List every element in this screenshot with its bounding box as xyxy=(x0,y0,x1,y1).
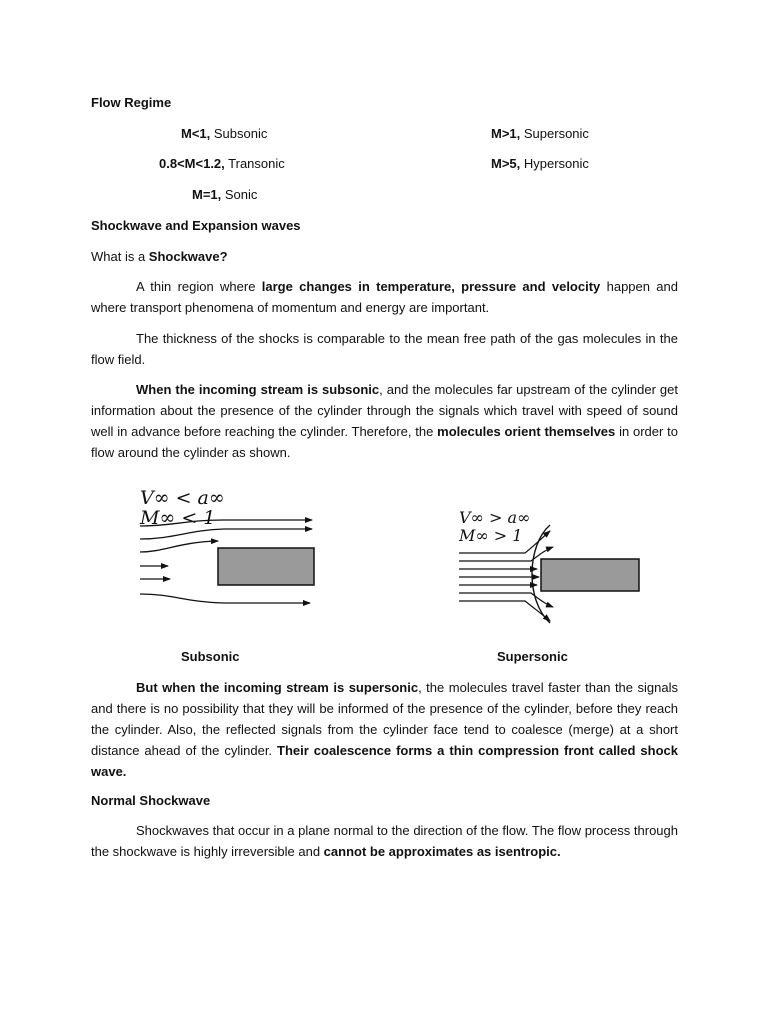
regime-hypersonic: M>5, Hypersonic xyxy=(491,156,589,171)
paragraph-definition: A thin region where large changes in temperature, pressure and velocity happen and where transport phenomena of momentum and energy are important. xyxy=(91,279,679,315)
shockwave-heading: Shockwave and Expansion waves xyxy=(91,218,301,233)
flow-regime-heading: Flow Regime xyxy=(91,95,172,110)
paragraph-thickness: The thickness of the shocks is comparable to the mean free path of the gas molecules in the flow field. xyxy=(91,331,678,367)
supersonic-flow-diagram xyxy=(455,505,645,630)
normal-shockwave-heading: Normal Shockwave xyxy=(91,793,211,808)
subsonic-velocity-label: V∞ < a∞ xyxy=(140,487,225,509)
subsonic-cylinder xyxy=(218,548,314,585)
supersonic-caption: Supersonic xyxy=(497,649,568,664)
paragraph-subsonic: When the incoming stream is subsonic, and the molecules far upstream of the cylinder get information about the presence of the cylinder through the signals which travel with speed of sound well in advance before reaching the cylinder. Therefore, the molecules orient themselves in order to flow around the cylinder as shown. xyxy=(91,382,679,460)
regime-subsonic: M<1, Subsonic xyxy=(181,126,268,141)
paragraph-supersonic: But when the incoming stream is supersonic, the molecules travel faster than the signals and there is no possibility that they will be informed of the presence of the cylinder, before they reach the cylinder. Also, the reflected signals from the cylinder face tend to coalesce (merge) at a short distance ahead of the cylinder. Their coalescence forms a thin compression front called shock wave. xyxy=(91,680,679,779)
regime-sonic: M=1, Sonic xyxy=(192,187,258,202)
shockwave-question: What is a Shockwave? xyxy=(91,249,228,264)
paragraph-normal-shock: Shockwaves that occur in a plane normal to the direction of the flow. The flow process through the shockwave is highly irreversible and cannot be approximates as isentropic. xyxy=(91,823,678,859)
regime-supersonic: M>1, Supersonic xyxy=(491,126,589,141)
supersonic-cylinder xyxy=(541,559,639,591)
regime-transonic: 0.8<M<1.2, Transonic xyxy=(159,156,285,171)
subsonic-flow-diagram xyxy=(134,484,324,632)
supersonic-mach-label: M∞ > 1 xyxy=(459,526,523,545)
supersonic-velocity-label: V∞ > a∞ xyxy=(459,508,531,527)
subsonic-mach-label: M∞ < 1 xyxy=(140,507,216,529)
subsonic-caption: Subsonic xyxy=(181,649,240,664)
